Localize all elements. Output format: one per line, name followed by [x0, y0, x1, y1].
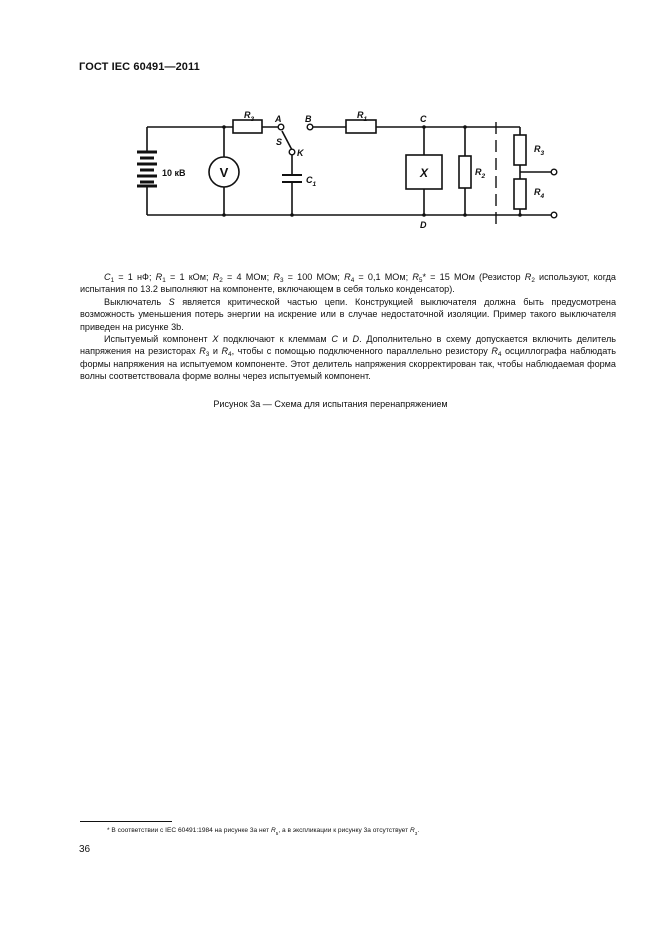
capacitor-c1: [282, 175, 302, 182]
label-r3: $R_3$: [534, 144, 545, 157]
resistor-r3-top: [233, 120, 262, 133]
label-s: S: [276, 137, 283, 147]
paragraph-switch: Выключатель S является критической частью цепи. Конструкцией выключателя должна быть предусмотрена возможность уменьшения потерь энергии на искрение или в случае недостаточной изоляции. Пример такого выключателя приведен на рисунке 3b.: [80, 297, 617, 332]
label-r2: $R_2$: [475, 167, 486, 180]
label-d: D: [420, 220, 427, 230]
label-a: A: [275, 114, 282, 124]
label-k: K: [297, 148, 304, 158]
label-r3-top: $R_3$: [244, 110, 255, 123]
resistor-r2: [459, 156, 471, 188]
voltmeter-symbol: V: [219, 165, 229, 180]
resistor-r4: [514, 179, 526, 209]
footnote: * В соответствии с IEC 60491:1984 на рисунке 3а нет $R_5$, а в экспликации к рисунку 3а отсутствует $R_3$.: [107, 827, 420, 836]
page-number: 36: [79, 844, 91, 855]
footnote-divider: [80, 821, 172, 822]
figure-caption: Рисунок 3а — Схема для испытания перенапряжением: [213, 399, 448, 409]
paragraph-test-component: Испытуемый компонент X подключают к клеммам C и D. Дополнительно в схему допускается включить делитель напряжения на резисторах $R_3$ и $R_4$, чтобы с помощью подключенного параллельно резистору $R_4$ осциллографа наблюдать формы напряжения на испытуемом компоненте. Этот делитель напряжения скорректирован так, чтобы наблюдаемая форма волны соответствовала форме волны через испытуемый компонент.: [80, 334, 617, 382]
resistor-r1: [346, 120, 376, 133]
test-component-symbol: X: [419, 166, 429, 180]
label-r4: $R_4$: [534, 187, 545, 200]
battery-icon: [137, 152, 157, 186]
label-c1: $C_1$: [306, 175, 317, 188]
terminal-a: [278, 124, 284, 130]
resistor-r3: [514, 135, 526, 165]
document-header: ГОСТ IEC 60491—2011: [79, 61, 200, 73]
terminal-osc-ground: [551, 212, 557, 218]
label-r1: $R_1$: [357, 110, 368, 123]
terminal-osc-out: [551, 169, 557, 175]
source-voltage-label: 10 кВ: [162, 168, 186, 178]
label-b: B: [305, 114, 312, 124]
terminal-k: [289, 149, 295, 155]
terminal-b: [307, 124, 313, 130]
paragraph-component-values: $C_1 = 1$ нФ; $R_1 = 1$ кОм; $R_2 = 4$ МОм; $R_3 = 100$ МОм; $R_4 = 0,1$ МОм; $R_5* = 15$ МОм (Резистор $R_2$ используют, когда испытания по 13.2 выполняют на компоненте, включающем в себя только конденсатор).: [80, 272, 616, 295]
label-c: C: [420, 114, 427, 124]
circuit-diagram: [0, 0, 661, 240]
